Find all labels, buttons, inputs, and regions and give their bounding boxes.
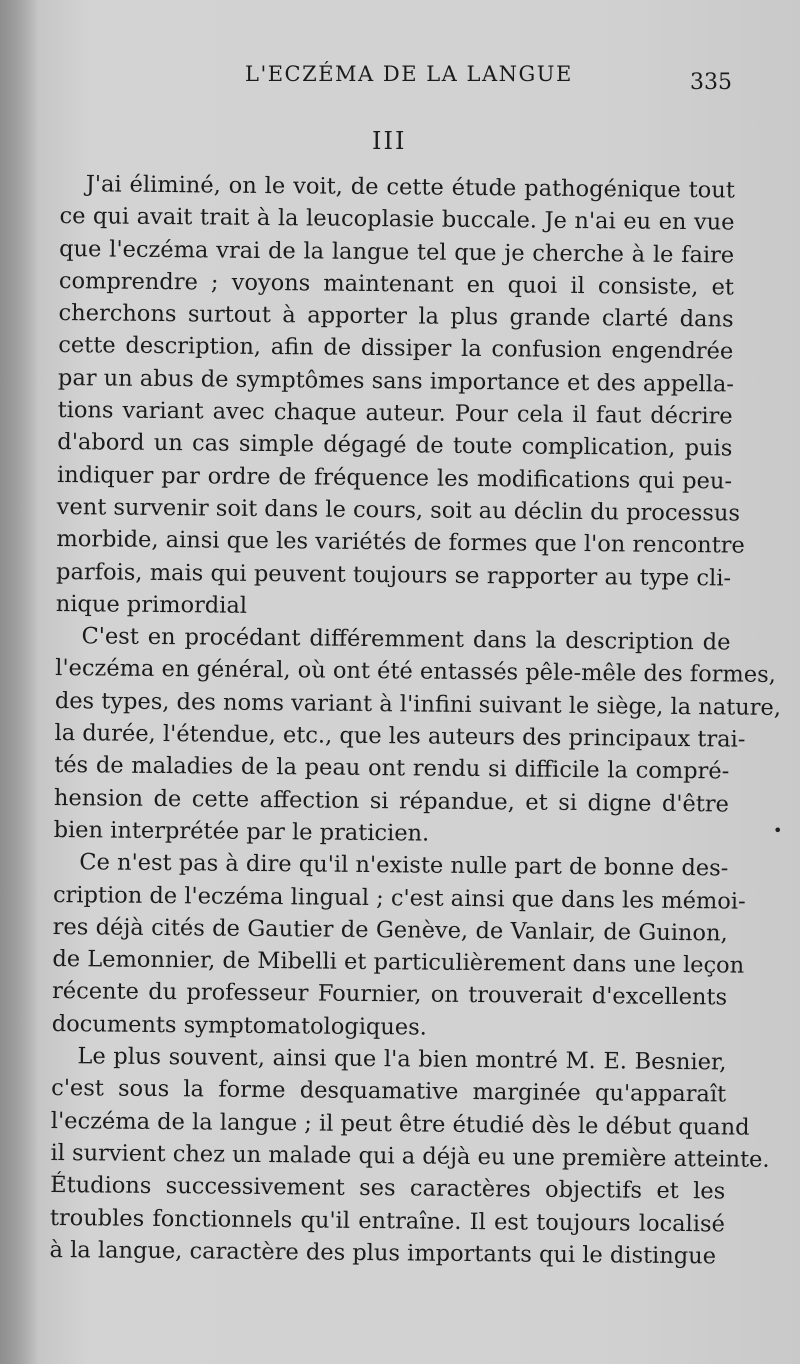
page-gutter-shadow xyxy=(0,0,38,1364)
text-line: documents symptomatologiques. xyxy=(51,1010,428,1041)
text-line: Ce n'est pas à dire qu'il n'existe nulle part de bonne des- xyxy=(79,849,729,882)
text-line: morbide, ainsi que les variétés de formes que l'on rencontre xyxy=(56,526,745,559)
text-line: indiquer par ordre de fréquence les modifications qui peu- xyxy=(56,461,733,495)
text-line: cherchons surtout à apporter la plus grande clarté dans xyxy=(58,300,734,333)
paragraph xyxy=(53,620,782,853)
text-line: la durée, l'étendue, etc., que les auteurs des principaux trai- xyxy=(54,720,746,753)
text-line: tés de maladies de la peau ont rendu si difficile la compré- xyxy=(54,752,730,785)
text-line: bien interprétée par le praticien. xyxy=(53,816,430,847)
section-numeral: III xyxy=(372,127,407,155)
text-line: l'eczéma de la langue ; il peut être étudié dès le début quand xyxy=(50,1107,750,1141)
text-line: que l'eczéma vrai de la langue tel que je cherche à le faire xyxy=(59,235,735,269)
paragraph xyxy=(49,1040,770,1273)
text-line: Le plus souvent, ainsi que l'a bien montré M. E. Besnier, xyxy=(77,1043,727,1076)
page-number: 335 xyxy=(690,70,732,95)
text-line: J'ai éliminé, on le voit, de cette étude pathogénique tout xyxy=(85,171,735,204)
text-line: cette description, afin de dissiper la confusion engendrée xyxy=(58,332,734,365)
text-line: c'est sous la forme desquamative marginée qu'apparaît xyxy=(51,1075,727,1108)
paragraph xyxy=(55,168,745,627)
text-line: tions variant avec chaque auteur. Pour cela il faut décrire xyxy=(57,397,733,430)
text-line: de Lemonnier, de Mibelli et particulièrement dans une leçon xyxy=(52,946,745,979)
text-line: cription de l'eczéma lingual ; c'est ainsi que dans les mémoi- xyxy=(52,881,746,915)
margin-mark: • xyxy=(773,821,783,840)
running-title: L'ECZÉMA DE LA LANGUE xyxy=(245,62,573,86)
text-line: ce qui avait trait à la leucoplasie buccale. Je n'ai eu en vue xyxy=(59,203,735,236)
text-line: res déjà cités de Gautier de Genève, de Vanlair, de Guinon, xyxy=(52,913,728,947)
text-line: à la langue, caractère des plus importants qui le distingue xyxy=(49,1236,717,1270)
text-line: vent survenir soit dans le cours, soit au déclin du processus xyxy=(56,493,741,527)
text-line: parfois, mais qui peuvent toujours se rapporter au type cli- xyxy=(56,558,732,592)
text-line: C'est en procédant différemment dans la description de xyxy=(81,623,731,656)
paragraph xyxy=(51,846,746,1046)
text-line: récente du professeur Fournier, on trouverait d'excellents xyxy=(51,978,728,1011)
text-line: l'eczéma en général, où ont été entassés pêle-mêle des formes, xyxy=(55,655,776,689)
text-line: il survient chez un malade qui a déjà eu une première atteinte. xyxy=(50,1139,770,1173)
text-line: hension de cette affection si répandue, et si digne d'être xyxy=(53,784,730,818)
text-line: par un abus de symptômes sans importance et des appella- xyxy=(57,364,735,398)
body-text xyxy=(49,168,782,1273)
text-line: comprendre ; voyons maintenant en quoi il consiste, et xyxy=(58,267,735,301)
text-line: des types, des noms variant à l'infini suivant le siège, la nature, xyxy=(54,687,782,721)
text-line: d'abord un cas simple dégagé de toute complication, puis xyxy=(57,429,733,462)
text-line: nique primordial xyxy=(55,590,248,619)
text-line: troubles fonctionnels qu'il entraîne. Il est toujours localisé xyxy=(49,1204,726,1237)
text-line: Étudions successivement ses caractères objectifs et les xyxy=(50,1172,726,1205)
